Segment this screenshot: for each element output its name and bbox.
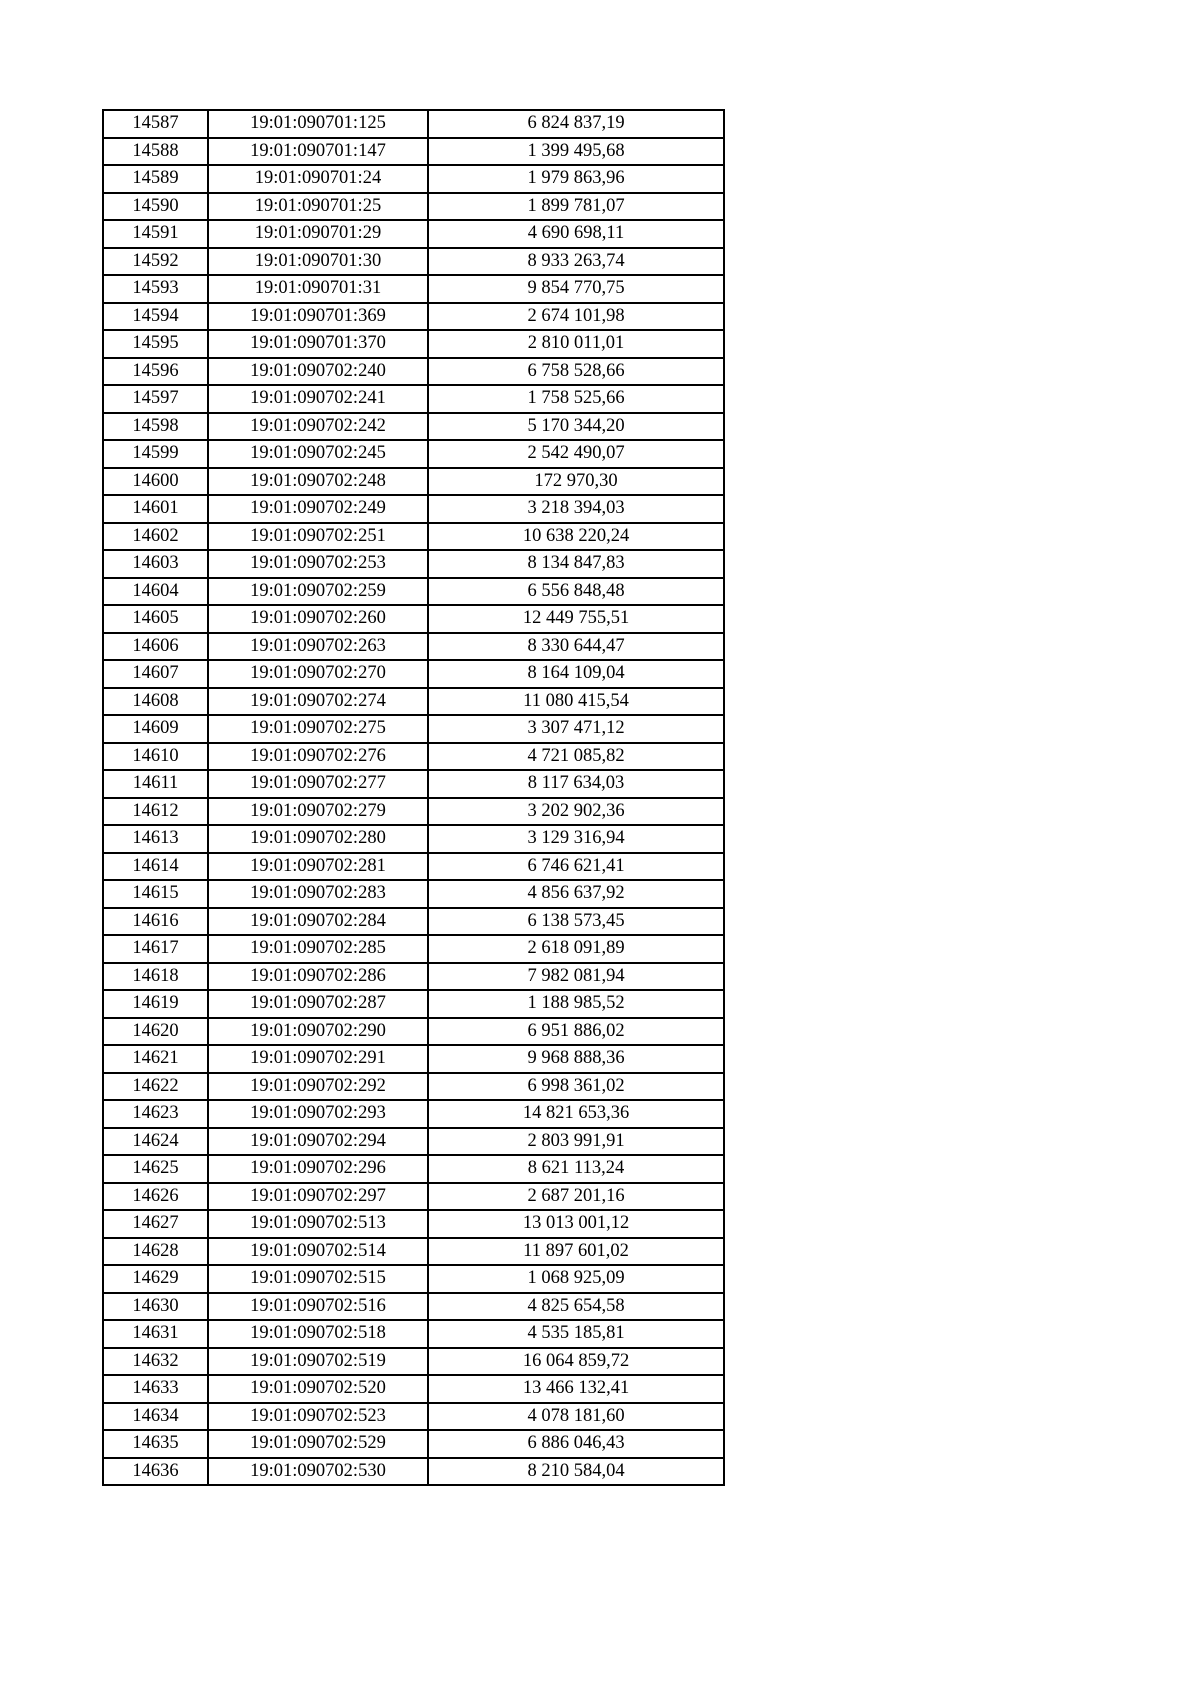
table-row xyxy=(103,248,724,276)
table-row xyxy=(103,1320,724,1348)
cadastral-number: 19:01:090702:286 xyxy=(208,963,428,991)
cadastral-value: 9 968 888,36 xyxy=(428,1045,724,1073)
table-row xyxy=(103,440,724,468)
table-row xyxy=(103,688,724,716)
row-number: 14622 xyxy=(103,1073,208,1101)
table-row xyxy=(103,385,724,413)
table-row xyxy=(103,138,724,166)
cadastral-value: 2 618 091,89 xyxy=(428,935,724,963)
cadastral-value: 8 330 644,47 xyxy=(428,633,724,661)
row-number: 14619 xyxy=(103,990,208,1018)
cadastral-number: 19:01:090701:25 xyxy=(208,193,428,221)
table-row xyxy=(103,1375,724,1403)
row-number: 14620 xyxy=(103,1018,208,1046)
cadastral-value: 3 129 316,94 xyxy=(428,825,724,853)
row-number: 14626 xyxy=(103,1183,208,1211)
table-row xyxy=(103,1128,724,1156)
cadastral-number: 19:01:090701:24 xyxy=(208,165,428,193)
row-number: 14593 xyxy=(103,275,208,303)
cadastral-number: 19:01:090702:281 xyxy=(208,853,428,881)
cadastral-number: 19:01:090702:297 xyxy=(208,1183,428,1211)
cadastral-number: 19:01:090702:249 xyxy=(208,495,428,523)
cadastral-value-table xyxy=(102,109,725,1486)
cadastral-number: 19:01:090702:253 xyxy=(208,550,428,578)
table-row xyxy=(103,908,724,936)
cadastral-value: 2 687 201,16 xyxy=(428,1183,724,1211)
cadastral-value: 8 621 113,24 xyxy=(428,1155,724,1183)
row-number: 14616 xyxy=(103,908,208,936)
table-row xyxy=(103,825,724,853)
row-number: 14595 xyxy=(103,330,208,358)
cadastral-value: 8 933 263,74 xyxy=(428,248,724,276)
cadastral-value: 6 138 573,45 xyxy=(428,908,724,936)
cadastral-value: 6 998 361,02 xyxy=(428,1073,724,1101)
cadastral-number: 19:01:090702:515 xyxy=(208,1265,428,1293)
cadastral-number: 19:01:090702:287 xyxy=(208,990,428,1018)
cadastral-value: 12 449 755,51 xyxy=(428,605,724,633)
cadastral-value: 6 758 528,66 xyxy=(428,358,724,386)
cadastral-value: 6 886 046,43 xyxy=(428,1430,724,1458)
cadastral-number: 19:01:090702:292 xyxy=(208,1073,428,1101)
row-number: 14607 xyxy=(103,660,208,688)
cadastral-number: 19:01:090702:274 xyxy=(208,688,428,716)
row-number: 14608 xyxy=(103,688,208,716)
row-number: 14628 xyxy=(103,1238,208,1266)
cadastral-number: 19:01:090702:270 xyxy=(208,660,428,688)
cadastral-value: 10 638 220,24 xyxy=(428,523,724,551)
cadastral-value: 6 824 837,19 xyxy=(428,110,724,138)
table-row xyxy=(103,165,724,193)
cadastral-value: 8 164 109,04 xyxy=(428,660,724,688)
table-row xyxy=(103,880,724,908)
row-number: 14599 xyxy=(103,440,208,468)
cadastral-number: 19:01:090702:294 xyxy=(208,1128,428,1156)
cadastral-value: 14 821 653,36 xyxy=(428,1100,724,1128)
table-row xyxy=(103,1348,724,1376)
cadastral-value: 1 899 781,07 xyxy=(428,193,724,221)
cadastral-number: 19:01:090701:369 xyxy=(208,303,428,331)
cadastral-value: 4 535 185,81 xyxy=(428,1320,724,1348)
row-number: 14613 xyxy=(103,825,208,853)
row-number: 14587 xyxy=(103,110,208,138)
table-row xyxy=(103,1155,724,1183)
table-row xyxy=(103,578,724,606)
table-row xyxy=(103,1045,724,1073)
cadastral-value: 1 758 525,66 xyxy=(428,385,724,413)
cadastral-number: 19:01:090702:296 xyxy=(208,1155,428,1183)
row-number: 14635 xyxy=(103,1430,208,1458)
cadastral-number: 19:01:090702:279 xyxy=(208,798,428,826)
cadastral-value: 4 825 654,58 xyxy=(428,1293,724,1321)
cadastral-value: 11 080 415,54 xyxy=(428,688,724,716)
cadastral-value: 5 170 344,20 xyxy=(428,413,724,441)
cadastral-number: 19:01:090702:241 xyxy=(208,385,428,413)
cadastral-number: 19:01:090701:370 xyxy=(208,330,428,358)
cadastral-number: 19:01:090702:251 xyxy=(208,523,428,551)
row-number: 14606 xyxy=(103,633,208,661)
row-number: 14615 xyxy=(103,880,208,908)
cadastral-value: 13 013 001,12 xyxy=(428,1210,724,1238)
cadastral-number: 19:01:090702:520 xyxy=(208,1375,428,1403)
table-row xyxy=(103,1073,724,1101)
cadastral-number: 19:01:090702:285 xyxy=(208,935,428,963)
row-number: 14602 xyxy=(103,523,208,551)
table-row xyxy=(103,935,724,963)
row-number: 14617 xyxy=(103,935,208,963)
cadastral-value: 4 856 637,92 xyxy=(428,880,724,908)
row-number: 14589 xyxy=(103,165,208,193)
row-number: 14631 xyxy=(103,1320,208,1348)
row-number: 14597 xyxy=(103,385,208,413)
row-number: 14629 xyxy=(103,1265,208,1293)
cadastral-value: 9 854 770,75 xyxy=(428,275,724,303)
table-row xyxy=(103,715,724,743)
table-row xyxy=(103,220,724,248)
row-number: 14591 xyxy=(103,220,208,248)
cadastral-value: 2 810 011,01 xyxy=(428,330,724,358)
cadastral-value: 6 746 621,41 xyxy=(428,853,724,881)
cadastral-number: 19:01:090702:276 xyxy=(208,743,428,771)
row-number: 14611 xyxy=(103,770,208,798)
cadastral-number: 19:01:090702:530 xyxy=(208,1458,428,1486)
table-row xyxy=(103,605,724,633)
row-number: 14592 xyxy=(103,248,208,276)
table-row xyxy=(103,743,724,771)
cadastral-number: 19:01:090702:283 xyxy=(208,880,428,908)
cadastral-number: 19:01:090702:284 xyxy=(208,908,428,936)
cadastral-number: 19:01:090702:277 xyxy=(208,770,428,798)
row-number: 14632 xyxy=(103,1348,208,1376)
table-row xyxy=(103,1018,724,1046)
cadastral-value: 2 803 991,91 xyxy=(428,1128,724,1156)
table-row xyxy=(103,495,724,523)
cadastral-number: 19:01:090702:519 xyxy=(208,1348,428,1376)
cadastral-value: 8 134 847,83 xyxy=(428,550,724,578)
table-row xyxy=(103,1430,724,1458)
cadastral-number: 19:01:090701:125 xyxy=(208,110,428,138)
cadastral-value: 13 466 132,41 xyxy=(428,1375,724,1403)
table-row xyxy=(103,1183,724,1211)
row-number: 14618 xyxy=(103,963,208,991)
cadastral-value: 1 188 985,52 xyxy=(428,990,724,1018)
cadastral-value: 3 307 471,12 xyxy=(428,715,724,743)
table-row xyxy=(103,1293,724,1321)
row-number: 14634 xyxy=(103,1403,208,1431)
table-row xyxy=(103,798,724,826)
table-row xyxy=(103,1265,724,1293)
row-number: 14598 xyxy=(103,413,208,441)
cadastral-number: 19:01:090702:245 xyxy=(208,440,428,468)
cadastral-value: 3 202 902,36 xyxy=(428,798,724,826)
cadastral-number: 19:01:090701:30 xyxy=(208,248,428,276)
row-number: 14609 xyxy=(103,715,208,743)
row-number: 14612 xyxy=(103,798,208,826)
cadastral-value: 1 068 925,09 xyxy=(428,1265,724,1293)
cadastral-value: 172 970,30 xyxy=(428,468,724,496)
row-number: 14633 xyxy=(103,1375,208,1403)
cadastral-value: 1 979 863,96 xyxy=(428,165,724,193)
table-row xyxy=(103,303,724,331)
table-row xyxy=(103,1458,724,1486)
table-row xyxy=(103,853,724,881)
table-row xyxy=(103,550,724,578)
cadastral-number: 19:01:090702:280 xyxy=(208,825,428,853)
table-row xyxy=(103,1210,724,1238)
cadastral-number: 19:01:090702:523 xyxy=(208,1403,428,1431)
table-row xyxy=(103,1403,724,1431)
cadastral-number: 19:01:090702:240 xyxy=(208,358,428,386)
row-number: 14588 xyxy=(103,138,208,166)
cadastral-value: 4 078 181,60 xyxy=(428,1403,724,1431)
row-number: 14624 xyxy=(103,1128,208,1156)
table-row xyxy=(103,523,724,551)
cadastral-number: 19:01:090702:248 xyxy=(208,468,428,496)
cadastral-number: 19:01:090702:514 xyxy=(208,1238,428,1266)
cadastral-number: 19:01:090702:275 xyxy=(208,715,428,743)
table-row xyxy=(103,275,724,303)
table-row xyxy=(103,1238,724,1266)
cadastral-value: 6 951 886,02 xyxy=(428,1018,724,1046)
cadastral-number: 19:01:090702:263 xyxy=(208,633,428,661)
cadastral-number: 19:01:090702:513 xyxy=(208,1210,428,1238)
row-number: 14596 xyxy=(103,358,208,386)
cadastral-number: 19:01:090702:260 xyxy=(208,605,428,633)
table-body xyxy=(103,110,724,1485)
cadastral-value: 7 982 081,94 xyxy=(428,963,724,991)
cadastral-value: 1 399 495,68 xyxy=(428,138,724,166)
row-number: 14636 xyxy=(103,1458,208,1486)
cadastral-number: 19:01:090702:290 xyxy=(208,1018,428,1046)
row-number: 14614 xyxy=(103,853,208,881)
table-row xyxy=(103,330,724,358)
row-number: 14623 xyxy=(103,1100,208,1128)
cadastral-value: 6 556 848,48 xyxy=(428,578,724,606)
table-row xyxy=(103,660,724,688)
table-row xyxy=(103,990,724,1018)
row-number: 14621 xyxy=(103,1045,208,1073)
row-number: 14590 xyxy=(103,193,208,221)
cadastral-number: 19:01:090702:516 xyxy=(208,1293,428,1321)
row-number: 14604 xyxy=(103,578,208,606)
row-number: 14601 xyxy=(103,495,208,523)
cadastral-number: 19:01:090701:29 xyxy=(208,220,428,248)
cadastral-value: 2 674 101,98 xyxy=(428,303,724,331)
row-number: 14594 xyxy=(103,303,208,331)
row-number: 14610 xyxy=(103,743,208,771)
cadastral-value: 4 690 698,11 xyxy=(428,220,724,248)
cadastral-number: 19:01:090702:259 xyxy=(208,578,428,606)
table-row xyxy=(103,413,724,441)
row-number: 14627 xyxy=(103,1210,208,1238)
table-row xyxy=(103,468,724,496)
cadastral-number: 19:01:090701:31 xyxy=(208,275,428,303)
cadastral-value: 2 542 490,07 xyxy=(428,440,724,468)
cadastral-value: 8 210 584,04 xyxy=(428,1458,724,1486)
cadastral-value: 3 218 394,03 xyxy=(428,495,724,523)
cadastral-number: 19:01:090702:293 xyxy=(208,1100,428,1128)
row-number: 14630 xyxy=(103,1293,208,1321)
row-number: 14625 xyxy=(103,1155,208,1183)
cadastral-value: 8 117 634,03 xyxy=(428,770,724,798)
cadastral-number: 19:01:090702:291 xyxy=(208,1045,428,1073)
table-row xyxy=(103,633,724,661)
cadastral-number: 19:01:090702:518 xyxy=(208,1320,428,1348)
cadastral-number: 19:01:090702:242 xyxy=(208,413,428,441)
table-row xyxy=(103,193,724,221)
cadastral-value: 11 897 601,02 xyxy=(428,1238,724,1266)
table-row xyxy=(103,963,724,991)
row-number: 14600 xyxy=(103,468,208,496)
cadastral-value: 4 721 085,82 xyxy=(428,743,724,771)
table-row xyxy=(103,770,724,798)
cadastral-value: 16 064 859,72 xyxy=(428,1348,724,1376)
row-number: 14603 xyxy=(103,550,208,578)
row-number: 14605 xyxy=(103,605,208,633)
cadastral-number: 19:01:090701:147 xyxy=(208,138,428,166)
table-row xyxy=(103,1100,724,1128)
cadastral-number: 19:01:090702:529 xyxy=(208,1430,428,1458)
table-row xyxy=(103,110,724,138)
table-row xyxy=(103,358,724,386)
